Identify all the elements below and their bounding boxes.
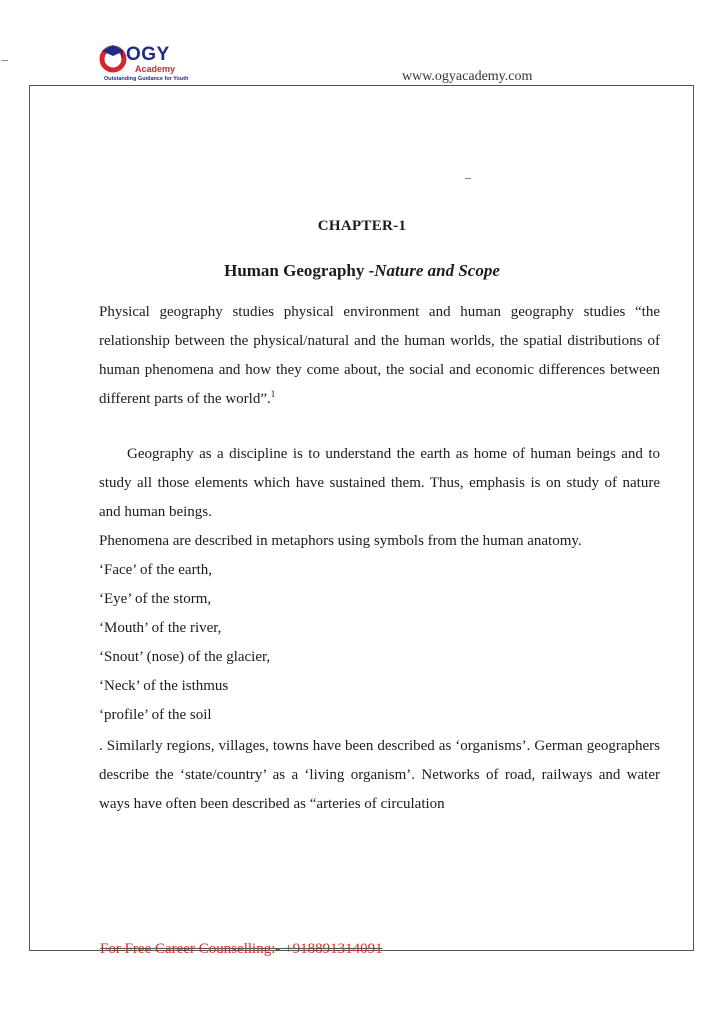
metaphor-item: ‘Snout’ (nose) of the glacier,: [99, 649, 271, 665]
footer-counselling: For Free Career Counselling:- +918891314091: [100, 941, 383, 957]
logo-o-mark-icon: [98, 42, 128, 78]
logo-tagline: Outstanding Guidance for Youth: [104, 76, 189, 82]
metaphor-item: ‘Eye’ of the storm,: [99, 591, 212, 607]
logo-brand: OGY: [126, 44, 170, 65]
stray-mark: –: [2, 52, 8, 66]
chapter-title: [0, 261, 724, 281]
paragraph-discipline: Geography as a discipline is to understand the earth as home of human beings and to study all those elements which have sustained them. Thus, emphasis is on study of nature and human beings.: [99, 446, 660, 520]
metaphor-item: ‘Mouth’ of the river,: [99, 620, 222, 636]
chapter-title-plain: Human Geography -: [224, 261, 375, 280]
paragraph-intro: [99, 298, 660, 414]
chapter-title-italic: Nature and Scope: [374, 261, 500, 280]
ogy-academy-logo: [98, 42, 208, 90]
metaphor-item: ‘Neck’ of the isthmus: [99, 678, 229, 694]
metaphor-intro: Phenomena are described in metaphors using symbols from the human anatomy.: [99, 533, 582, 549]
metaphor-item: ‘Face’ of the earth,: [99, 562, 212, 578]
metaphor-item: ‘profile’ of the soil: [99, 707, 212, 723]
logo-sub: Academy: [135, 64, 176, 74]
paragraph-intro-text: Physical geography studies physical environment and human geography studies “the relationship between the physical/natural and the human worlds, the spatial distributions of human phenomena and how they come about, the social and economic differences between different parts of the world”.: [99, 304, 660, 407]
stray-mark: –: [465, 170, 471, 184]
footnote-marker: 1: [270, 389, 276, 399]
website-url: www.ogyacademy.com: [402, 69, 533, 84]
chapter-label: CHAPTER-1: [317, 218, 407, 234]
paragraph-organisms: . Similarly regions, villages, towns have been described as ‘organisms’. German geographers describe the ‘state/country’ as a ‘living organism’. Networks of road, railways and water ways have often been described as “arteries of circulation: [99, 738, 660, 812]
